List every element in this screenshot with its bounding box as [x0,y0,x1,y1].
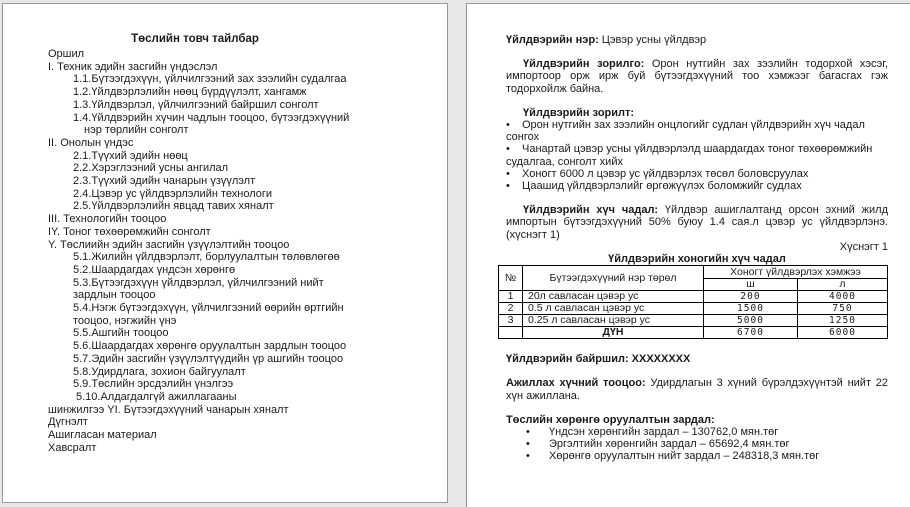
factory-name-label: Үйлдвэрийн нэр: [506,34,599,46]
table-header-row [499,266,888,279]
toc-line: 5.9.Төслийн эрсдэлийн үнэлгээ [73,378,234,391]
table-cell: 20л савласан цэвэр ус [523,291,704,303]
bullet-icon: • [506,180,510,193]
bullet-item [506,143,888,167]
bullet-icon: • [526,450,530,463]
toc-line: 2.3.Түүхий эдийн чанарын үзүүлэлт [73,175,256,188]
table-total-row [499,327,888,339]
table-cell: 750 [798,303,888,315]
bullet-icon: • [526,438,530,451]
bullet-text: Цаашид үйлдвэрлэлийг өргөжүүлэх боломжийг судлах [522,180,802,193]
col-header-liters: л [798,279,888,291]
capacity-label: Үйлдвэрийн хүч чадал: [523,204,659,217]
document-page-right [466,3,910,507]
capacity-text: Үйлдвэр ашиглалтанд орсон эхний жилд импортын бүтээгдэхүүний 50% буюу 1.4 сая.л цэвэр ус үйлдвэрлэнэ. (хүснэгт 1) [506,204,888,241]
toc-line: 1.1.Бүтээгдэхүүн, үйлчилгээний зах зээлийн судалгаа [73,73,347,86]
bullet-item [506,168,888,180]
spacer [506,402,888,414]
workforce-paragraph [506,377,888,401]
bullet-text: Хоногт 6000 л цэвэр ус үйлдвэрлэх төсөл боловсруулах [522,167,809,180]
table-reference: Хүснэгт 1 [839,240,888,253]
table-cell: 1500 [704,303,798,315]
bullet-item [506,119,888,143]
spacer [506,339,888,353]
table-cell: 5000 [704,315,798,327]
bullet-icon: • [526,426,530,439]
page-title: Төслийн товч тайлбар [131,33,259,45]
table-cell: 0.5 л савласан цэвэр ус [523,303,704,315]
workforce-text: Удирдлагын 3 хүний бүрэлдэхүүнтэй нийт 22 хүн ажиллана. [506,377,888,402]
table-cell [499,327,523,339]
table-title: Үйлдвэрийн хоногийн хүч чадал [608,253,786,266]
bullet-item [526,450,888,462]
costs-list [506,426,888,463]
toc-line: 1.2.Үйлдвэрлэлийн нөөц бүрдүүлэлт, хангамж [73,86,307,99]
toc-line: 2.1.Түүхий эдийн нөөц [73,149,188,162]
toc-line: III. Технологийн тооцоо [48,213,167,226]
factory-goal-text: Орон нутгийн зах зээлийн тодорхой хэсэг, импортоор орж ирж буй бүтээгдэхүүний тоо хэмжээг багасгах гэж тодорхойлж байна. [506,58,888,95]
document-page-left [2,3,448,503]
toc-line: 2.4.Цэвэр ус үйлдвэрлэлийн технологи [73,187,273,200]
toc-line: шинжилгээ YI. Бүтээгдэхүүний чанарын хяналт [48,403,289,416]
bullet-icon: • [506,167,510,180]
toc-line: 2.2.Хэрэглээний усны ангилал [73,162,229,175]
bullet-icon: • [506,119,510,132]
toc-line: I. Техник эдийн засгийн үндэслэл [48,60,218,73]
toc-line: Y. Төслиийн эдийн засгийн үзүүлэлтийн тооцоо [48,238,290,251]
toc-line: зардлын тооцоо [73,289,156,302]
table-cell: 3 [499,315,523,327]
spacer [506,365,888,377]
table-cell: 0.25 л савласан цэвэр ус [523,315,704,327]
capacity-table [498,265,888,339]
bullet-text: Орон нутгийн зах зээлийн онцлогийг судлан үйлдвэрийн хүч чадал сонгох [506,119,865,144]
location-value: ХХХХХХХХ [628,353,691,366]
toc-line: 5.10.Алдагдалгүй ажиллагааны [76,390,237,403]
toc-line: 5.7.Эдийн засгийн үзүүлэлтүүдийн үр ашгийн тооцоо [73,352,344,365]
bullet-item [506,180,888,192]
table-body [499,291,888,339]
toc-line: 5.3.Бүтээгдэхүүн үйлдвэрлэл, үйлчилгээний нийт [73,276,324,289]
col-header-pieces: ш [704,279,798,291]
toc-line: 5.1.Жилийн үйлдвэрлэлт, борлуулалтын төлөвлөгөө [73,251,340,264]
toc-line: 5.2.Шаардагдах үндсэн хөрөнгө [73,263,236,276]
spacer [506,95,888,107]
factory-goal-label: Үйлдвэрийн зорилго: [523,58,645,71]
table-cell: 200 [704,291,798,303]
table-row [499,315,888,327]
toc-line: Оршил [48,48,85,60]
table-cell: 4000 [798,291,888,303]
bullet-text: Эргэлтийн хөрөнгийн зардал – 65692,4 мян.төг [549,438,790,451]
toc-line: Хавсралт [48,441,97,454]
spacer [506,192,888,204]
workforce-label: Ажиллах хүчний тооцоо: [506,377,646,390]
costs-heading [506,414,888,426]
table-cell: 6000 [798,327,888,339]
location-line [506,353,888,365]
bullet-icon: • [506,143,510,156]
toc-line: тооцоо, нэгжийн үнэ [73,314,177,327]
capacity-paragraph [506,204,888,241]
bullet-text: Үндсэн хөрөнгийн зардал – 130762,0 мян.төг [549,426,779,439]
col-header-no: № [499,266,523,291]
table-row [499,303,888,315]
toc-line: IY. Тоног төхөөрөмжийн сонголт [48,225,211,238]
right-page-content [467,4,910,463]
costs-label: Төслийн хөрөнгө оруулалтын зардал: [506,413,715,426]
factory-name-value: Цэвэр усны үйлдвэр [598,34,707,46]
toc-line: 5.4.Нэгж бүтээгдэхүүн, үйлчилгээний өөрийн өртгийн [73,302,344,315]
location-label: Үйлдвэрийн байршил: [506,353,629,366]
objectives-label: Үйлдвэрийн зорилт: [523,106,635,119]
objectives-list [506,119,888,192]
table-cell: 1 [499,291,523,303]
table-row [499,291,888,303]
table-cell: ДҮН [523,327,704,339]
toc-line: нэр төрлийн сонголт [84,124,189,137]
toc-line: 1.4.Үйлдвэрийн хүчин чадлын тооцоо, бүтээгдэхүүний [73,111,350,124]
factory-goal-paragraph [506,58,888,95]
toc-line: II. Онолын үндэс [48,136,134,149]
objectives-heading [506,107,888,119]
bullet-text: Чанартай цэвэр усны үйлдвэрлэлд шаардагдах тоног төхөөрөмжийн судалгаа, сонголт хийх [506,143,873,168]
table-cell: 1250 [798,315,888,327]
col-header-product: Бүтээгдэхүүний нэр төрөл [523,266,704,291]
bullet-text: Хөрөнгө оруулалтын нийт зардал – 248318,3 мян.төг [549,450,820,463]
toc-line: 5.6.Шаардагдах хөрөнгө оруулалтын зардлын тооцоо [73,340,347,353]
bullet-item [526,438,888,450]
toc-line: 5.5.Ашгийн тооцоо [73,327,169,340]
table-cell: 2 [499,303,523,315]
toc-line: 2.5.Үйлдвэрлэлийн явцад тавих хяналт [73,200,274,213]
table-cell: 6700 [704,327,798,339]
factory-name-line [506,34,888,46]
toc-line: Ашигласан материал [48,429,157,442]
spacer [506,46,888,58]
toc-line: Дүгнэлт [48,416,88,429]
col-header-amount: Хоногт үйлдвэрлэх хэмжээ [704,266,888,279]
toc-line: 5.8.Удирдлага, зохион байгуулалт [73,365,246,378]
toc-list [3,48,447,455]
toc-line: 1.3.Үйлдвэрлэл, үйлчилгээний байршил сонголт [73,98,319,111]
bullet-item [526,426,888,438]
